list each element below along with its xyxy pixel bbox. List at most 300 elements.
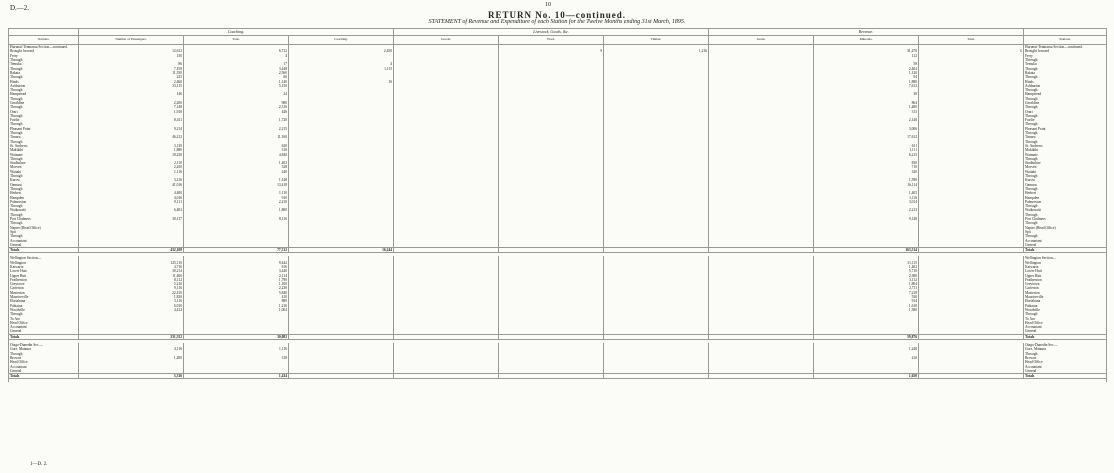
station-name-right: Through (1024, 122, 1107, 126)
table-cell: 8,116 (184, 217, 289, 221)
station-name-right: Through (1024, 66, 1107, 70)
station-name-right: Through (1024, 351, 1107, 355)
table-cell: 9,214 (79, 127, 184, 131)
table-cell: 77,512 (184, 247, 289, 252)
station-name: Brought forward (9, 49, 79, 53)
station-name-right: Kaiwarra (1024, 265, 1107, 269)
station-name-right: General (1024, 369, 1107, 374)
station-name: Carterton (9, 286, 79, 290)
table-cell: 410 (814, 356, 919, 360)
station-name-right: Kurow (1024, 178, 1107, 182)
table-cell: 4,116 (79, 347, 184, 351)
station-name: Rakaia (9, 71, 79, 75)
station-name-right: Pleasant Point (1024, 127, 1107, 131)
page-subtitle: STATEMENT of Revenue and Expenditure of each Station for the Twelve Months ending 31st March, 1895. (428, 19, 686, 25)
table-cell: 30,214 (79, 269, 184, 273)
table-cell: 9,442 (184, 261, 289, 265)
station-name: Browns (9, 356, 79, 360)
station-name: Head Office (9, 321, 79, 325)
station-name-right: Makikihi (1024, 148, 1107, 152)
table-cell: 910 (184, 195, 289, 199)
table-cell: 231,552 (79, 334, 184, 339)
table-cell: 1,610 (814, 304, 919, 308)
station-name-right: Palmerston (1024, 200, 1107, 204)
table-cell: 2,215 (184, 127, 289, 131)
station-name: Through (9, 312, 79, 316)
table-cell: 16,114 (814, 183, 919, 187)
station-name: Totals (9, 247, 79, 252)
station-name: Through (9, 351, 79, 355)
table-cell: 315 (814, 109, 919, 113)
station-name-right: Brought forward (1024, 49, 1107, 53)
station-name: Head Office (9, 360, 79, 364)
station-name: Accountant (9, 325, 79, 329)
station-name: Waikouaiti (9, 208, 79, 212)
station-name: Palmerston (9, 200, 79, 204)
station-name-right: Browns (1024, 356, 1107, 360)
table-cell: 1,116 (184, 347, 289, 351)
table-cell: 320 (814, 170, 919, 174)
station-name-right: Totals (1024, 247, 1107, 252)
station-name: Waitaki (9, 170, 79, 174)
table-cell: 5,316 (79, 373, 184, 378)
station-name: Hurunui-Tenmarua Section—continued. (9, 45, 79, 50)
station-name: Through (9, 157, 79, 161)
table-cell: 2,200 (79, 101, 184, 105)
station-name: General (9, 369, 79, 374)
table-cell: 1,650 (814, 373, 919, 378)
table-cell: 31,115 (814, 261, 919, 265)
table-cell: 1,216 (604, 49, 709, 53)
table-cell: 41,016 (79, 183, 184, 187)
station-name: Hampstead (9, 92, 79, 96)
station-name: St. Andrews (9, 144, 79, 148)
station-name: Morven (9, 165, 79, 169)
table-cell: 1,820 (79, 295, 184, 299)
table-cell: 13,418 (184, 183, 289, 187)
table-cell: 520 (814, 295, 919, 299)
table-cell: 1,120 (814, 71, 919, 75)
table-cell: 38 (814, 92, 919, 96)
table-cell: 1,480 (814, 105, 919, 109)
table-cell: 1,910 (79, 109, 184, 113)
table-cell: 1,216 (184, 304, 289, 308)
table-cell: 18,230 (79, 152, 184, 156)
table-cell: 1,004 (184, 308, 289, 312)
table-cell: 410 (184, 295, 289, 299)
table-cell: 1,790 (184, 278, 289, 282)
group-header-revenue: Revenue. (709, 29, 1024, 36)
table-cell: 2,210 (184, 200, 289, 204)
group-header-livestock: Livestock, Goods, &c. (394, 29, 709, 36)
station-name: To Aro (9, 316, 79, 320)
station-name: Through (9, 174, 79, 178)
table-cell: 150 (79, 54, 184, 58)
station-name: Through (9, 122, 79, 126)
station-name-right: Woodville (1024, 308, 1107, 312)
station-name-right: Studholme (1024, 161, 1107, 165)
station-name-right: Through (1024, 174, 1107, 178)
table-cell: 2,140 (814, 118, 919, 122)
table-cell: 6,402 (79, 208, 184, 212)
column-header: Minerals. (814, 36, 919, 45)
table-cell: 4,400 (79, 191, 184, 195)
station-name: Through (9, 131, 79, 135)
column-header: Tons. (184, 36, 289, 45)
station-name-right: Through (1024, 97, 1107, 101)
table-cell: 12,612 (79, 49, 184, 53)
table-cell: 1,434 (184, 373, 289, 378)
table-cell: 112 (814, 54, 919, 58)
station-name-right: Through (1024, 131, 1107, 135)
table-cell: 432,108 (79, 247, 184, 252)
station-name: Through (9, 187, 79, 191)
table-cell: 9 (499, 49, 604, 53)
station-name: Through (9, 105, 79, 109)
document-reference: D.—2. (10, 4, 30, 12)
station-name: Eketahuna (9, 299, 79, 303)
station-name-right: Geraldine (1024, 101, 1107, 105)
table-cell: 2,213 (814, 208, 919, 212)
table-cell: 310 (184, 148, 289, 152)
table-cell: 864 (814, 101, 919, 105)
table-cell: 163,514 (814, 247, 919, 252)
table-cell: 66 (184, 75, 289, 79)
table-cell: 4,840 (184, 152, 289, 156)
table-cell: 2,711 (814, 286, 919, 290)
table-cell: 30,117 (79, 217, 184, 221)
table-cell: 3,440 (184, 269, 289, 273)
return-table (8, 28, 1107, 382)
station-name-right: Through (1024, 221, 1107, 225)
table-cell: 240 (184, 170, 289, 174)
station-name: Port Chalmers (9, 217, 79, 221)
station-name: Oamaru (9, 183, 79, 187)
table-cell: 880 (184, 299, 289, 303)
station-name-right: Upper Hutt (1024, 273, 1107, 277)
column-header: Total. (919, 36, 1024, 45)
table-cell: 4,412 (79, 308, 184, 312)
table-cell: 1,200 (79, 356, 184, 360)
station-name-right: Wellington (1024, 261, 1107, 265)
table-cell: 225 (79, 75, 184, 79)
column-header-row (9, 36, 1107, 45)
section-gap (9, 379, 1107, 383)
table-cell: 9,111 (79, 200, 184, 204)
station-name-right: Waikouaiti (1024, 208, 1107, 212)
station-name-right: Pahiatua (1024, 304, 1107, 308)
table-cell: 1,115 (289, 66, 394, 70)
station-name: Through (9, 204, 79, 208)
station-name-right: Waitaki (1024, 170, 1107, 174)
station-name-right: Accountant (1024, 364, 1107, 368)
table-cell: 1,720 (184, 118, 289, 122)
table-cell: 58 (814, 62, 919, 66)
table-cell: 17 (184, 62, 289, 66)
station-name: Napier (Head Office) (9, 225, 79, 229)
station-name: Totals (9, 373, 79, 378)
station-name-right: General (1024, 329, 1107, 334)
station-name-right: Carterton (1024, 286, 1107, 290)
table-cell: 1,405 (814, 191, 919, 195)
table-cell: 5,210 (79, 282, 184, 286)
table-cell: 1,590 (814, 178, 919, 182)
station-name-right: Rakaia (1024, 71, 1107, 75)
station-name-right: Through (1024, 75, 1107, 79)
table-cell: 11,406 (79, 273, 184, 277)
station-name-right: Hampstead (1024, 92, 1107, 96)
table-cell: 5,840 (184, 291, 289, 295)
table-cell: 1,402 (814, 265, 919, 269)
station-name: Accountant (9, 364, 79, 368)
station-name-right: Hampden (1024, 195, 1107, 199)
table-cell: 9,116 (79, 286, 184, 290)
station-name: Orari (9, 109, 79, 113)
station-name: Wellington Section— (9, 256, 79, 260)
table-cell: 30,082 (184, 334, 289, 339)
station-name-right: Otago-Dunedin Sec.— (1024, 343, 1107, 347)
station-name: Featherston (9, 278, 79, 282)
station-name-right: Through (1024, 204, 1107, 208)
station-name: Waimate (9, 152, 79, 156)
table-cell: 4,016 (79, 195, 184, 199)
station-name-right: Through (1024, 157, 1107, 161)
station-name: Through (9, 97, 79, 101)
column-header: Grain. (709, 36, 814, 45)
station-name-right: Through (1024, 88, 1107, 92)
station-name-right: Timaru (1024, 135, 1107, 139)
station-name-right: Waimate (1024, 152, 1107, 156)
station-name: Ferry (9, 54, 79, 58)
table-cell: 6,712 (184, 49, 289, 53)
table-cell: 4,716 (79, 265, 184, 269)
station-name: General (9, 329, 79, 334)
page-title: RETURN No. 10—continued. (487, 10, 626, 20)
column-header: Stations. (9, 36, 79, 45)
station-name-right: Totals (1024, 334, 1107, 339)
table-cell: 1,880 (814, 79, 919, 83)
table-cell: 125,110 (79, 261, 184, 265)
table-cell: 3,130 (79, 144, 184, 148)
station-name: Geraldine (9, 101, 79, 105)
station-name: Pleasant Point (9, 127, 79, 131)
station-name-right: Herbert (1024, 191, 1107, 195)
station-name: Through (9, 234, 79, 238)
station-name: General (9, 243, 79, 248)
station-name: Makikihi (9, 148, 79, 152)
table-cell: 2,230 (184, 286, 289, 290)
group-header-blank (1024, 29, 1107, 36)
station-name-right: Through (1024, 114, 1107, 118)
table-cell: 94 (814, 75, 919, 79)
table-cell: 2,450 (79, 165, 184, 169)
station-name: Hinds (9, 79, 79, 83)
station-name-right: Spit (1024, 230, 1107, 234)
table-cell: 2,450 (289, 49, 394, 53)
table-cell: 6,010 (79, 304, 184, 308)
table-cell: 2,110 (79, 161, 184, 165)
table-cell: 7,158 (79, 66, 184, 70)
return-table-body (9, 29, 1107, 383)
table-cell: 2,460 (79, 79, 184, 83)
station-name-right: Through (1024, 213, 1107, 217)
station-name: Gore, Mataura (9, 347, 79, 351)
footer-note: 1—D. 2. (30, 462, 48, 467)
station-name: Accountant (9, 238, 79, 242)
table-cell: 1,110 (184, 191, 289, 195)
table-cell: 46,212 (79, 135, 184, 139)
station-name-right: Port Chalmers (1024, 217, 1107, 221)
station-name-right: Featherston (1024, 278, 1107, 282)
table-cell: 59,876 (814, 334, 919, 339)
table-cell: 1,380 (814, 308, 919, 312)
table-cell: 8,411 (79, 118, 184, 122)
table-cell: 24 (184, 92, 289, 96)
station-name-right: St. Andrews (1024, 144, 1107, 148)
station-name: Pahiatua (9, 304, 79, 308)
station-name: Hampden (9, 195, 79, 199)
table-cell: 7,148 (79, 105, 184, 109)
station-name: Through (9, 75, 79, 79)
station-name-right: Accountant (1024, 238, 1107, 242)
station-name-right: Wellington Section— (1024, 256, 1107, 260)
station-name-right: Through (1024, 58, 1107, 62)
station-name-right: Morven (1024, 165, 1107, 169)
station-name: Temuka (9, 62, 79, 66)
station-name: Kurow (9, 178, 79, 182)
table-cell: 1,140 (184, 79, 289, 83)
table-cell: 3,216 (79, 178, 184, 182)
table-cell: 3,116 (79, 299, 184, 303)
station-name-right: Accountant (1024, 325, 1107, 329)
table-cell: 1,116 (814, 195, 919, 199)
station-name-right: Through (1024, 140, 1107, 144)
column-header: Goods. (394, 36, 499, 45)
station-name-right: Lower Hutt (1024, 269, 1107, 273)
station-name: Kaiwarra (9, 265, 79, 269)
table-cell: 3,112 (814, 278, 919, 282)
station-name: Greytown (9, 282, 79, 286)
table-cell: 16,244 (289, 247, 394, 252)
table-cell: 1,116 (79, 170, 184, 174)
station-name: Through (9, 58, 79, 62)
table-cell: 146 (79, 92, 184, 96)
station-name: Through (9, 114, 79, 118)
station-name-right: Head Office (1024, 321, 1107, 325)
table-cell: 830 (814, 161, 919, 165)
station-name-right: Ashburton (1024, 84, 1107, 88)
station-name-right: Through (1024, 187, 1107, 191)
station-name: Through (9, 221, 79, 225)
station-name: Herbert (9, 191, 79, 195)
table-cell: 3,014 (814, 200, 919, 204)
group-header-blank (9, 29, 79, 36)
station-name: Upper Hutt (9, 273, 79, 277)
table-cell: 4 (184, 54, 289, 58)
group-header-coaching: Coaching. (79, 29, 394, 36)
table-cell: 2,560 (184, 71, 289, 75)
table-cell: 11,160 (184, 135, 289, 139)
station-name-right: Gore, Mataura (1024, 347, 1107, 351)
table-cell: 11,350 (79, 71, 184, 75)
table-cell: 620 (184, 144, 289, 148)
station-name: Totals (9, 334, 79, 339)
station-name-right: Fairlie (1024, 118, 1107, 122)
station-name-right: Temuka (1024, 62, 1107, 66)
column-header: Number of Passengers. (79, 36, 184, 45)
table-cell: £ (919, 49, 1024, 53)
station-name-right: Through (1024, 234, 1107, 238)
station-name-right: Through (1024, 105, 1107, 109)
table-cell: 3,006 (814, 127, 919, 131)
station-name-right: Eketahuna (1024, 299, 1107, 303)
station-name: Otago-Dunedin Sec.— (9, 343, 79, 347)
table-cell: 2,380 (814, 273, 919, 277)
station-name: Timaru (9, 135, 79, 139)
table-cell: 7,218 (814, 291, 919, 295)
table-cell: 616 (184, 265, 289, 269)
table-cell: 16 (289, 79, 394, 83)
station-name: Through (9, 88, 79, 92)
table-cell: 1,148 (184, 178, 289, 182)
table-cell: 1,800 (184, 208, 289, 212)
station-name: Masterton (9, 291, 79, 295)
station-name-right: General (1024, 243, 1107, 248)
station-name-right: Greytown (1024, 282, 1107, 286)
station-name: Wellington (9, 261, 79, 265)
column-header: Coaching. (289, 36, 394, 45)
station-name-right: Orari (1024, 109, 1107, 113)
table-cell: 1,111 (814, 148, 919, 152)
table-cell: 1,804 (814, 282, 919, 286)
table-cell: 8,112 (79, 278, 184, 282)
table-cell: 86 (79, 62, 184, 66)
table-cell: 22,410 (79, 291, 184, 295)
table-cell: 611 (814, 144, 919, 148)
table-cell: 2,114 (184, 273, 289, 277)
table-cell: 2,316 (184, 105, 289, 109)
station-name: Spit (9, 230, 79, 234)
station-name-right: Through (1024, 312, 1107, 316)
table-cell: 528 (184, 165, 289, 169)
page-number: 10 (545, 2, 551, 8)
station-name: Lower Hutt (9, 269, 79, 273)
table-cell: 3,448 (184, 66, 289, 70)
table-cell: 5,150 (184, 84, 289, 88)
station-name-right: Head Office (1024, 360, 1107, 364)
table-cell: 318 (184, 356, 289, 360)
station-name-right: Ferry (1024, 54, 1107, 58)
table-cell: 6,215 (814, 152, 919, 156)
column-header: Timber. (604, 36, 709, 45)
station-name: Studholme (9, 161, 79, 165)
column-header: Wool. (499, 36, 604, 45)
table-cell: 1,402 (184, 161, 289, 165)
table-cell: 17,612 (814, 135, 919, 139)
station-name: Fairlie (9, 118, 79, 122)
station-name-right: Masterton (1024, 291, 1107, 295)
station-name: Through (9, 66, 79, 70)
table-cell: 1,100 (184, 282, 289, 286)
station-name-right: Hurunui-Tenmarua Section—continued. (1024, 45, 1107, 50)
station-name-right: To Aro (1024, 316, 1107, 320)
table-cell: 1,240 (814, 347, 919, 351)
table-cell: 710 (814, 165, 919, 169)
group-header-row (9, 29, 1107, 36)
table-cell: 914 (814, 299, 919, 303)
station-name: Through (9, 213, 79, 217)
table-cell: 9,148 (814, 217, 919, 221)
